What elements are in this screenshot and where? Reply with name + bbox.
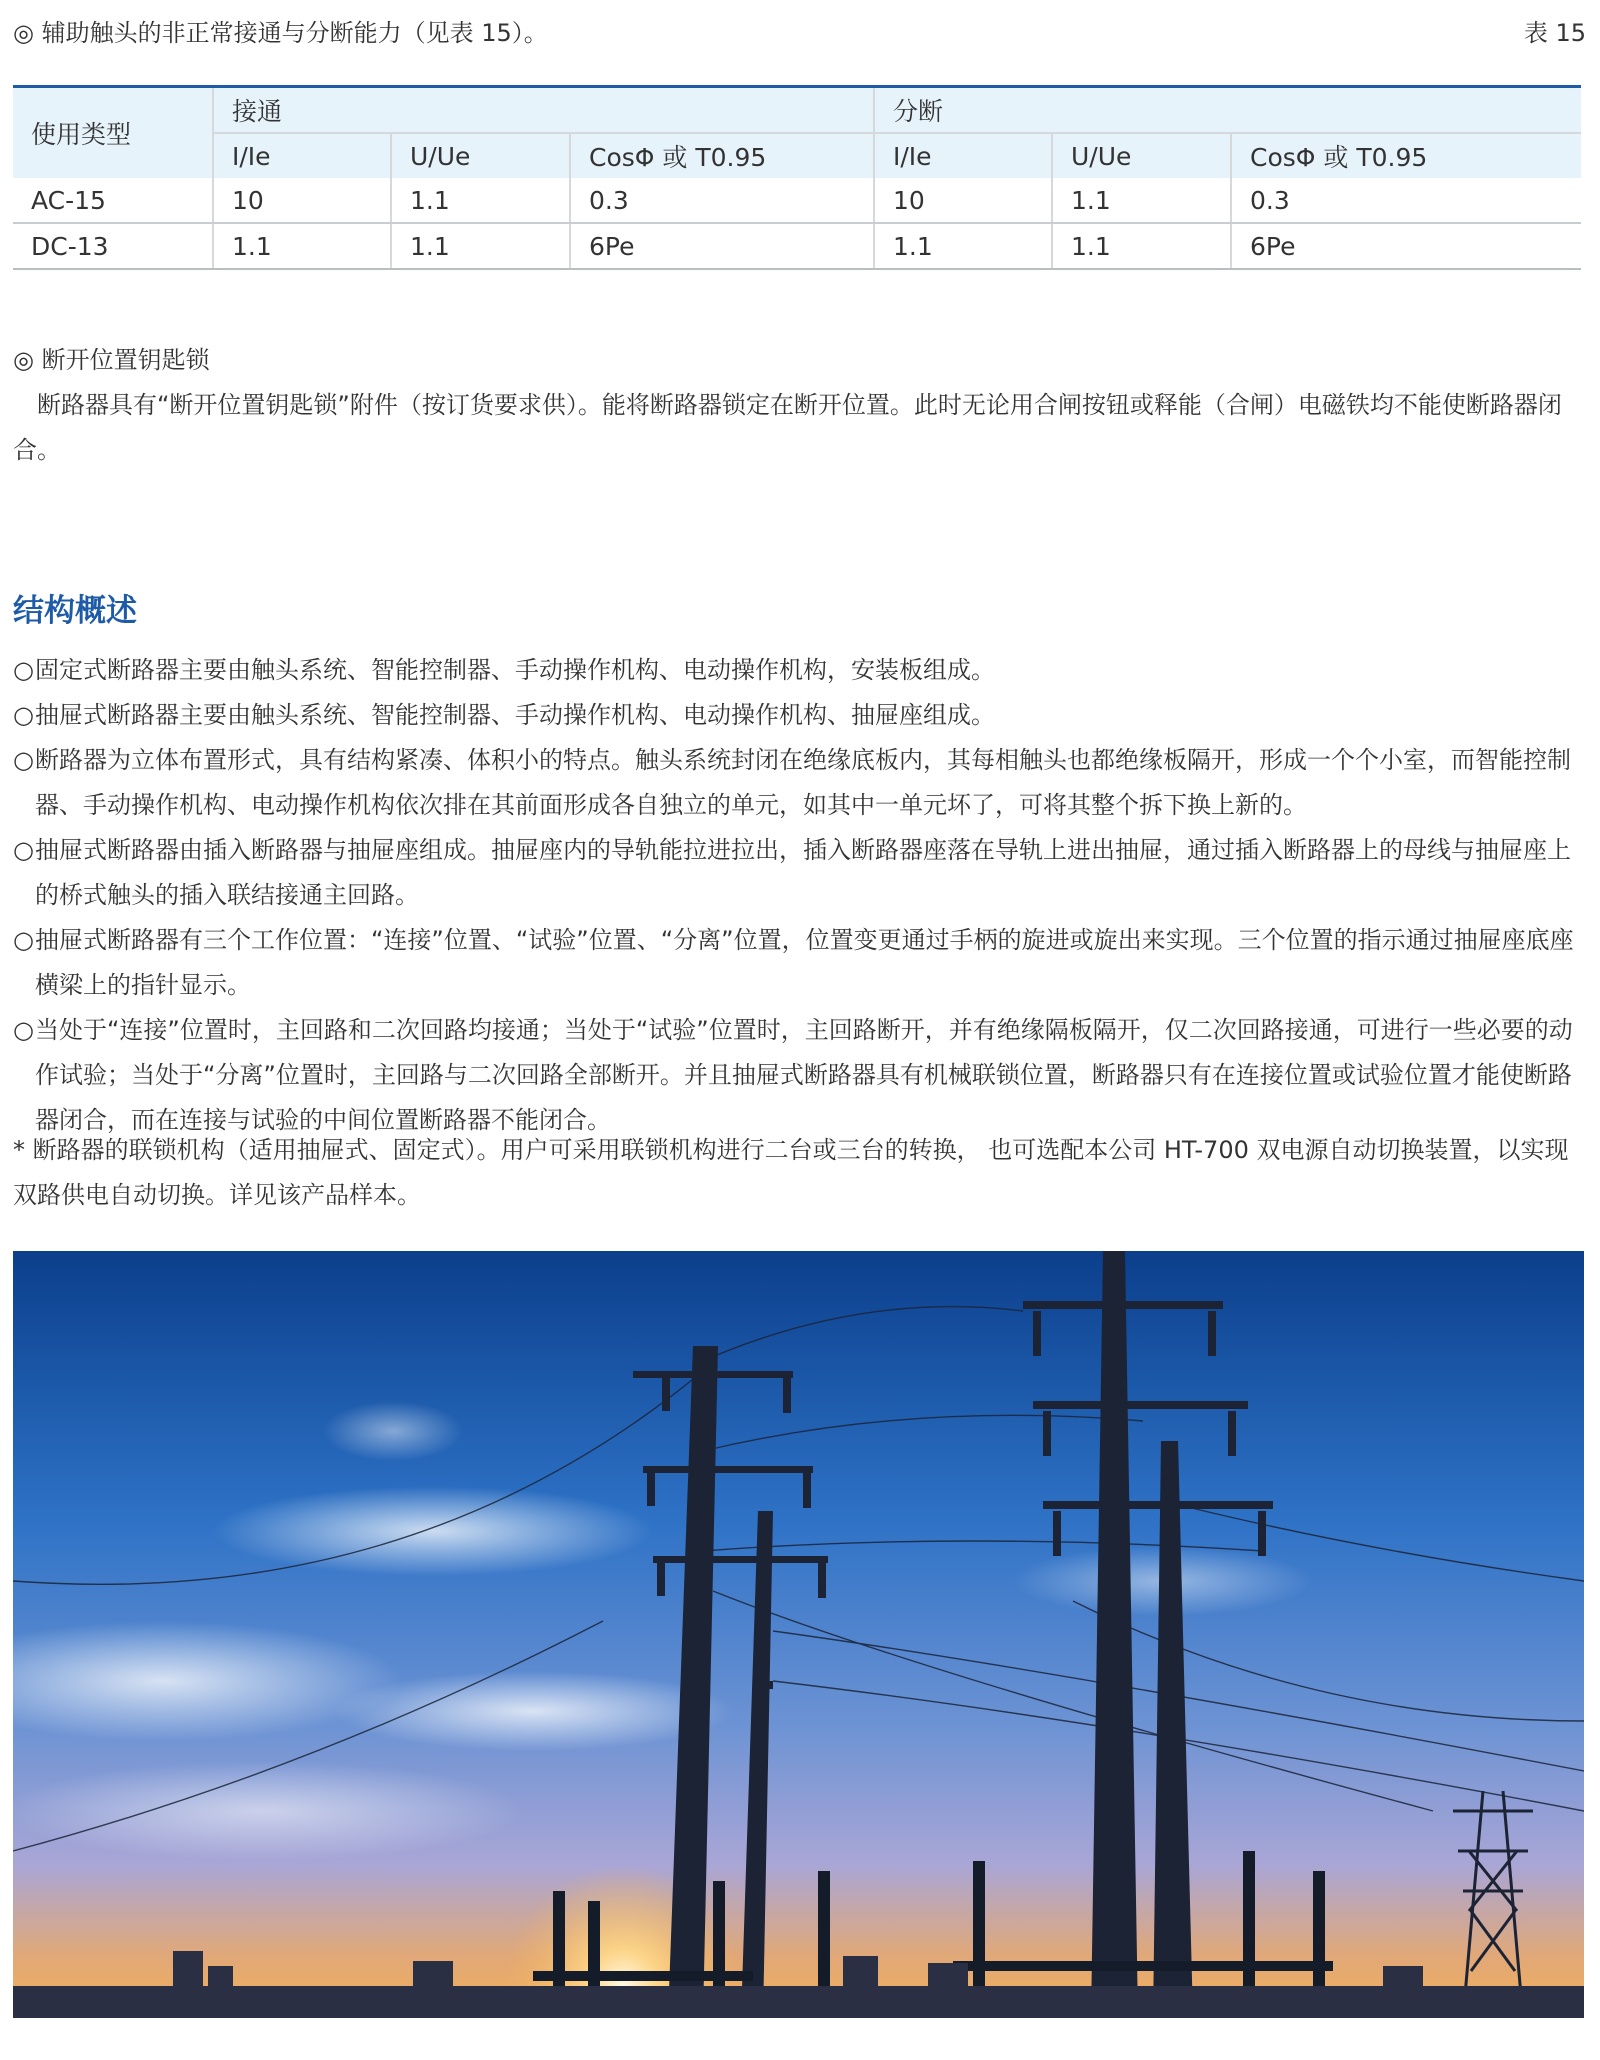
table-cell: 1.1 bbox=[874, 223, 1052, 269]
list-item-text: 当处于“连接”位置时，主回路和二次回路均接通；当处于“试验”位置时，主回路断开，并有绝缘隔板隔开，仅二次回路接通，可进行一些必要的动作试验；当处于“分离”位置时，主回路与二次回路全部断开。并且抽屉式断路器具有机械联锁位置，断路器只有在连接位置或试验位置才能使断路器闭合，而在连接与试验的中间位置断路器不能闭合。 bbox=[35, 1016, 1573, 1134]
table-cell: 1.1 bbox=[1052, 223, 1231, 269]
header-break: 分断 bbox=[874, 87, 1581, 134]
section-title: 结构概述 bbox=[13, 593, 137, 629]
list-item bbox=[13, 918, 1593, 1008]
table-cell: 6Pe bbox=[570, 223, 874, 269]
subheader-cell: CosΦ 或 T0.95 bbox=[570, 133, 874, 178]
list-item-text: 断路器为立体布置形式，具有结构紧凑、体积小的特点。触头系统封闭在绝缘底板内，其每相触头也都绝缘板隔开，形成一个个小室，而智能控制器、手动操作机构、电动操作机构依次排在其前面形成各自独立的单元，如其中一单元坏了，可将其整个拆下换上新的。 bbox=[35, 746, 1571, 819]
subheader-cell: U/Ue bbox=[1052, 133, 1231, 178]
table-cell: 1.1 bbox=[1052, 178, 1231, 223]
bullet-marker: ○ bbox=[13, 656, 34, 684]
subheader-cell: U/Ue bbox=[391, 133, 570, 178]
table-number: 表 15 bbox=[1523, 19, 1586, 47]
list-item bbox=[13, 648, 1593, 693]
table-cell: 1.1 bbox=[391, 223, 570, 269]
list-item bbox=[13, 693, 1593, 738]
table-row bbox=[13, 178, 1581, 223]
table-cell: 10 bbox=[874, 178, 1052, 223]
interlock-note: * 断路器的联锁机构（适用抽屉式、固定式）。用户可采用联锁机构进行二台或三台的转换， 也可选配本公司 HT-700 双电源自动切换装置，以实现双路供电自动切换。详见该产品样本。 bbox=[13, 1136, 1569, 1209]
list-item bbox=[13, 828, 1593, 918]
table-cell: 1.1 bbox=[213, 223, 391, 269]
structure-list bbox=[13, 648, 1593, 1143]
subheader-cell: CosΦ 或 T0.95 bbox=[1231, 133, 1581, 178]
list-item-text: 抽屉式断路器由插入断路器与抽屉座组成。抽屉座内的导轨能拉进拉出，插入断路器座落在导轨上进出抽屉，通过插入断路器上的母线与抽屉座上的桥式触头的插入联结接通主回路。 bbox=[35, 836, 1571, 909]
aux-contact-table bbox=[13, 85, 1581, 270]
table-cell: 0.3 bbox=[1231, 178, 1581, 223]
list-item-text: 抽屉式断路器有三个工作位置：“连接”位置、“试验”位置、“分离”位置，位置变更通过手柄的旋进或旋出来实现。三个位置的指示通过抽屉座底座横梁上的指针显示。 bbox=[35, 926, 1574, 999]
list-item-text: 固定式断路器主要由触头系统、智能控制器、手动操作机构、电动操作机构，安装板组成。 bbox=[35, 656, 995, 684]
table-cell: 10 bbox=[213, 178, 391, 223]
bullet-marker: ○ bbox=[13, 926, 34, 954]
table-row bbox=[13, 223, 1581, 269]
table-cell: AC-15 bbox=[13, 178, 213, 223]
subheader-cell: I/Ie bbox=[213, 133, 391, 178]
power-tower-photo bbox=[13, 1251, 1584, 2018]
table-cell: 1.1 bbox=[391, 178, 570, 223]
table-cell: 6Pe bbox=[1231, 223, 1581, 269]
bullet-marker: ○ bbox=[13, 746, 34, 774]
table-caption: ◎ 辅助触头的非正常接通与分断能力（见表 15）。 bbox=[13, 19, 548, 47]
bullet-marker: ○ bbox=[13, 1016, 34, 1044]
bullet-marker: ○ bbox=[13, 836, 34, 864]
key-lock-title: ◎ 断开位置钥匙锁 bbox=[13, 346, 210, 374]
table-cell: DC-13 bbox=[13, 223, 213, 269]
key-lock-text: 断路器具有“断开位置钥匙锁”附件（按订货要求供）。能将断路器锁定在断开位置。此时无论用合闸按钮或释能（合闸）电磁铁均不能使断路器闭合。 bbox=[13, 391, 1562, 464]
header-usage-type: 使用类型 bbox=[13, 87, 213, 179]
header-make: 接通 bbox=[213, 87, 874, 134]
subheader-cell: I/Ie bbox=[874, 133, 1052, 178]
list-item bbox=[13, 1008, 1593, 1143]
list-item-text: 抽屉式断路器主要由触头系统、智能控制器、手动操作机构、电动操作机构、抽屉座组成。 bbox=[35, 701, 995, 729]
list-item bbox=[13, 738, 1593, 828]
table-cell: 0.3 bbox=[570, 178, 874, 223]
bullet-marker: ○ bbox=[13, 701, 34, 729]
